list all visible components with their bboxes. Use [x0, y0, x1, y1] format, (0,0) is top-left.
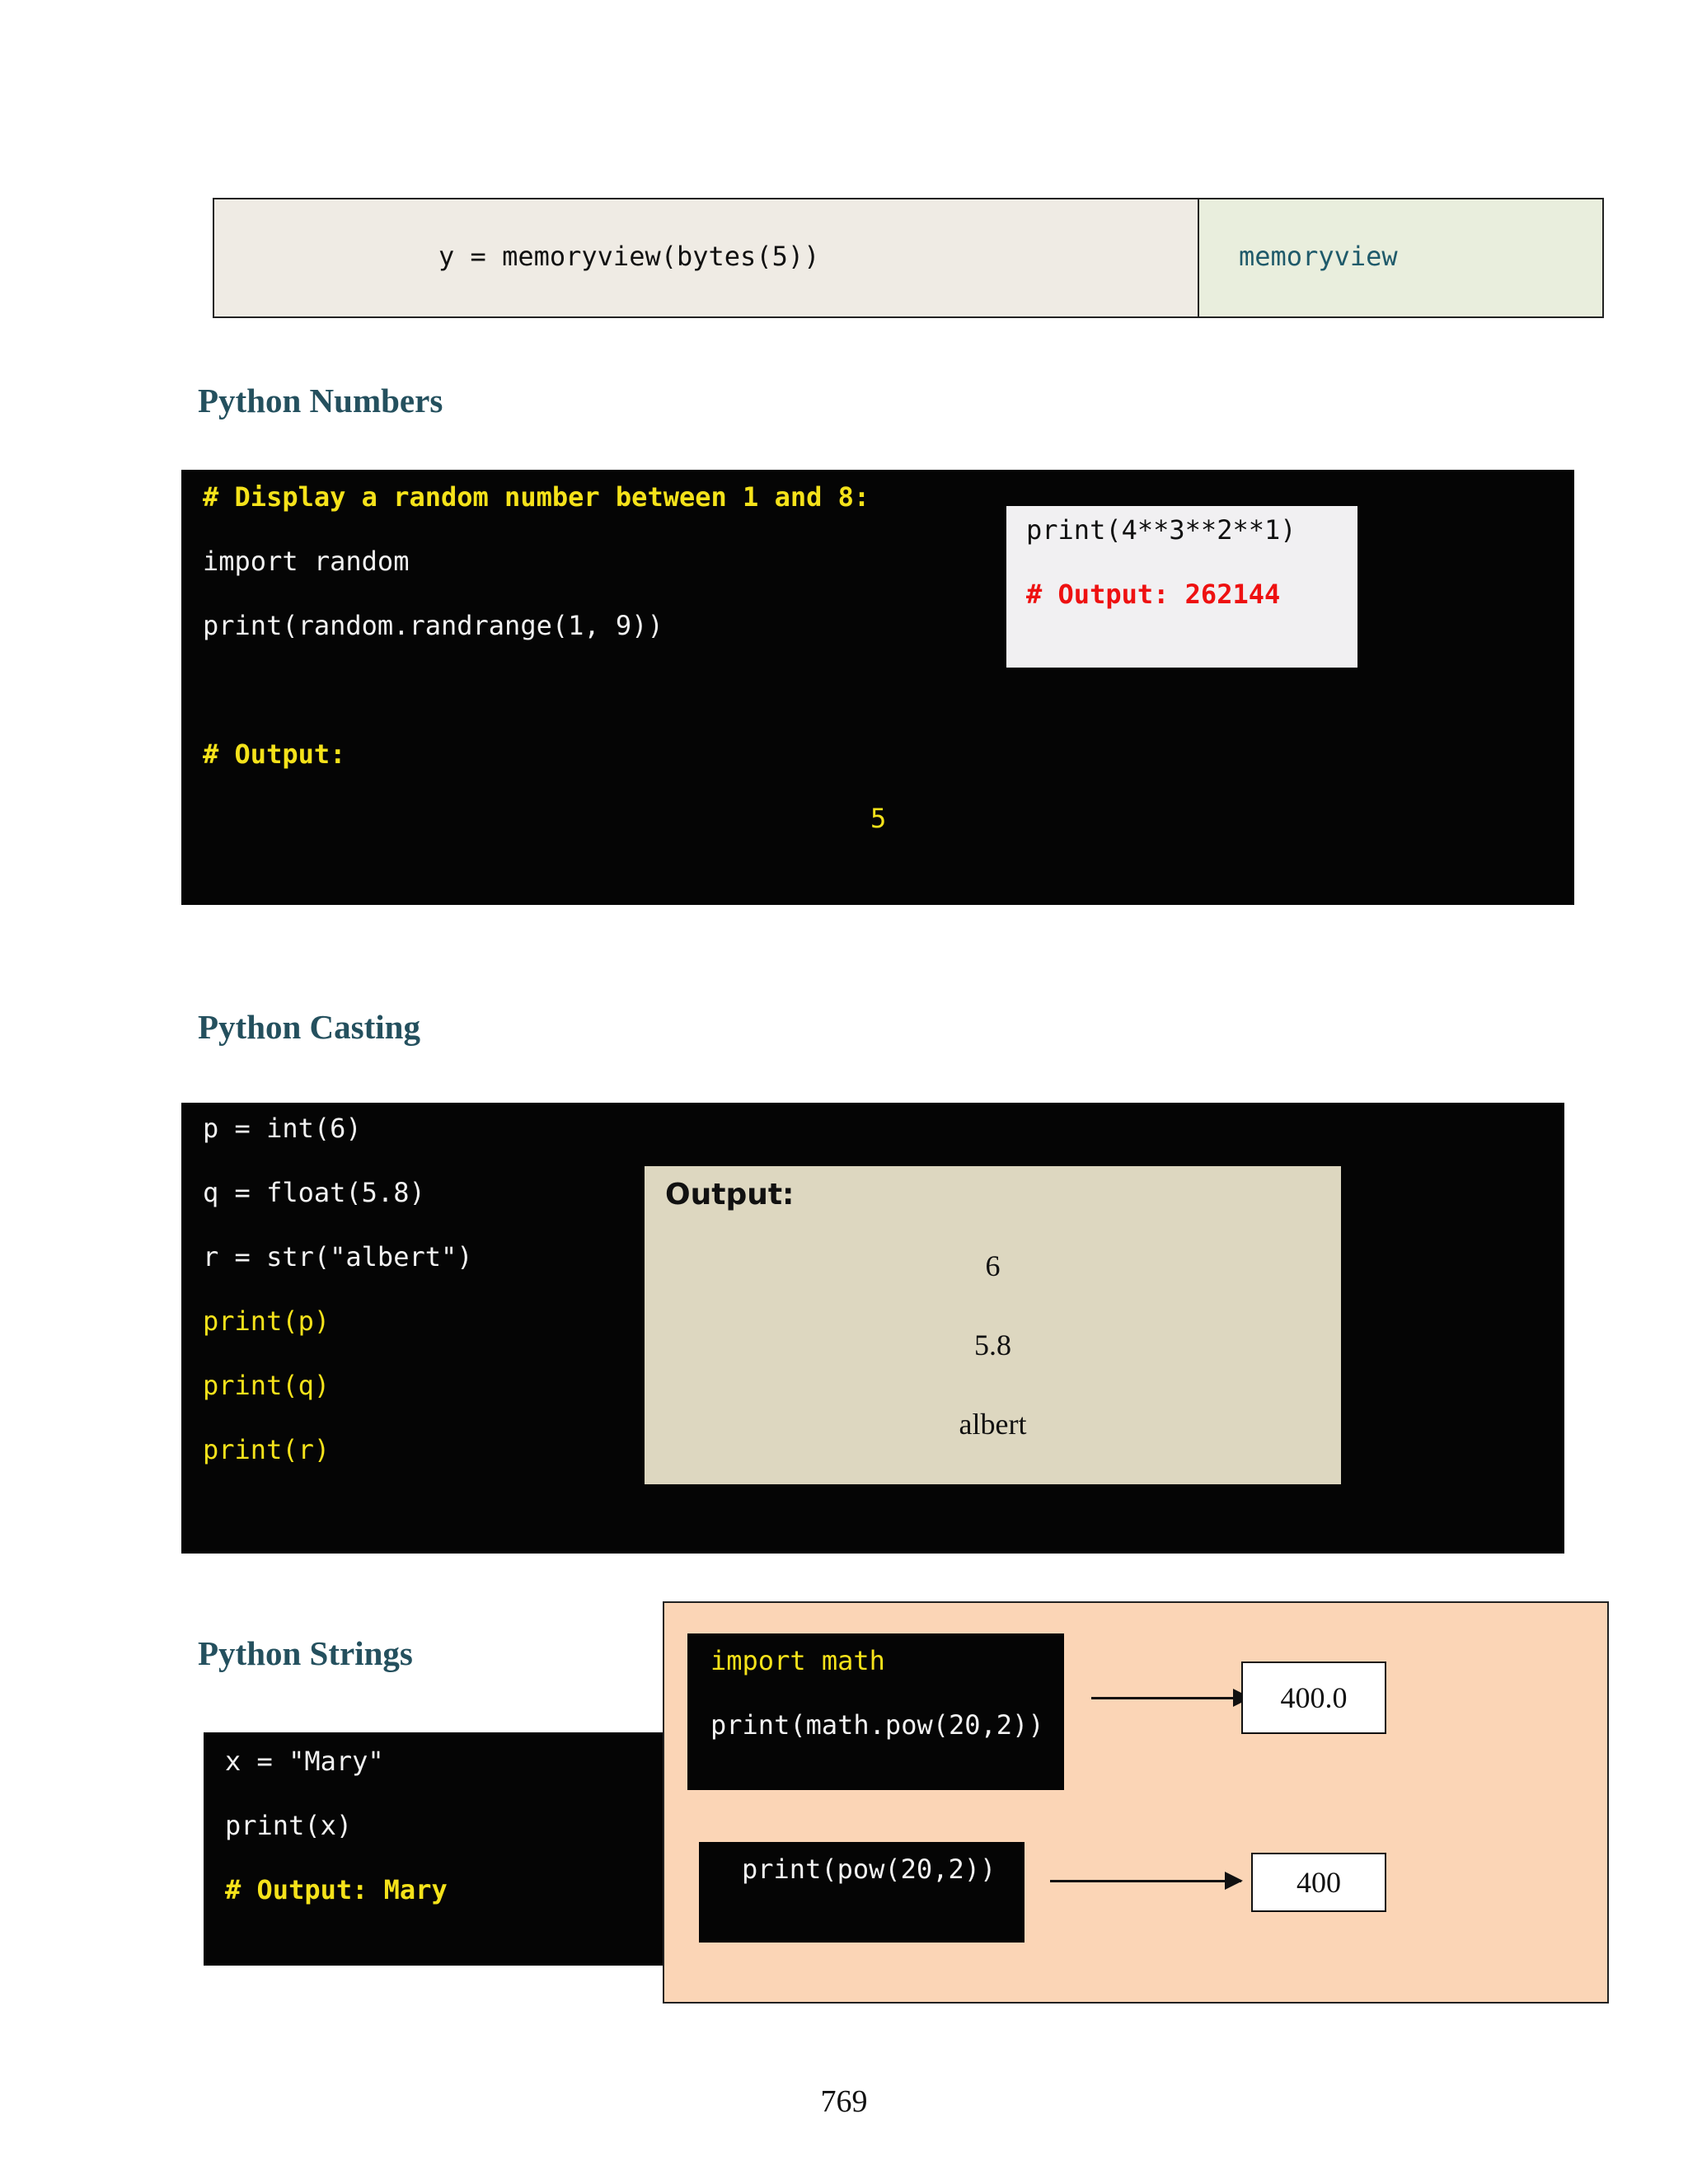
section-title-casting: Python Casting	[198, 1008, 420, 1046]
numbers-side-output: # Output: 262144	[1026, 579, 1281, 610]
numbers-print-line: print(random.randrange(1, 9))	[203, 610, 663, 641]
math-result-1: 400.0	[1241, 1661, 1386, 1734]
casting-line-r: r = str("albert")	[203, 1241, 473, 1272]
casting-output-2: 5.8	[974, 1329, 1011, 1361]
math-panel	[663, 1601, 1609, 2004]
casting-line-q: q = float(5.8)	[203, 1177, 425, 1208]
math-import-line: import math	[710, 1645, 885, 1676]
memoryview-type: memoryview	[1239, 241, 1398, 272]
math-code-block-2	[699, 1842, 1025, 1943]
memoryview-table-row	[213, 198, 1604, 318]
strings-output: # Output: Mary	[225, 1874, 448, 1905]
casting-output-title: Output:	[665, 1178, 795, 1212]
numbers-output-value: 5	[870, 803, 887, 834]
casting-print-r: print(r)	[203, 1434, 331, 1465]
math-pow-line: print(math.pow(20,2))	[710, 1709, 1044, 1741]
numbers-comment: # Display a random number between 1 and 8:	[203, 481, 870, 513]
casting-output-box	[645, 1166, 1341, 1484]
strings-code-block	[204, 1732, 673, 1966]
section-title-numbers: Python Numbers	[198, 382, 443, 419]
memoryview-code: y = memoryview(bytes(5))	[438, 241, 820, 272]
arrow-1-line	[1091, 1697, 1248, 1699]
strings-line-2: print(x)	[225, 1810, 353, 1841]
math-result-2: 400	[1251, 1853, 1386, 1912]
page-number: 769	[820, 2084, 868, 2119]
numbers-import-line: import random	[203, 546, 410, 577]
casting-output-3: albert	[959, 1408, 1027, 1441]
casting-output-1: 6	[985, 1249, 1001, 1282]
casting-print-q: print(q)	[203, 1370, 331, 1401]
arrow-2-line	[1050, 1880, 1241, 1882]
casting-line-p: p = int(6)	[203, 1113, 362, 1144]
numbers-output-label: # Output:	[203, 738, 346, 770]
memoryview-code-cell	[214, 199, 1199, 316]
math-code-block-1	[687, 1633, 1064, 1790]
numbers-code-block	[181, 470, 1574, 905]
casting-code-block	[181, 1103, 1564, 1554]
numbers-side-box	[1006, 506, 1357, 668]
builtin-pow-line: print(pow(20,2))	[742, 1854, 996, 1885]
casting-print-p: print(p)	[203, 1305, 331, 1337]
section-title-strings: Python Strings	[198, 1634, 413, 1672]
numbers-side-code: print(4**3**2**1)	[1026, 514, 1296, 546]
memoryview-type-cell	[1199, 199, 1602, 316]
arrow-2-head	[1225, 1872, 1243, 1890]
strings-line-1: x = "Mary"	[225, 1746, 384, 1777]
